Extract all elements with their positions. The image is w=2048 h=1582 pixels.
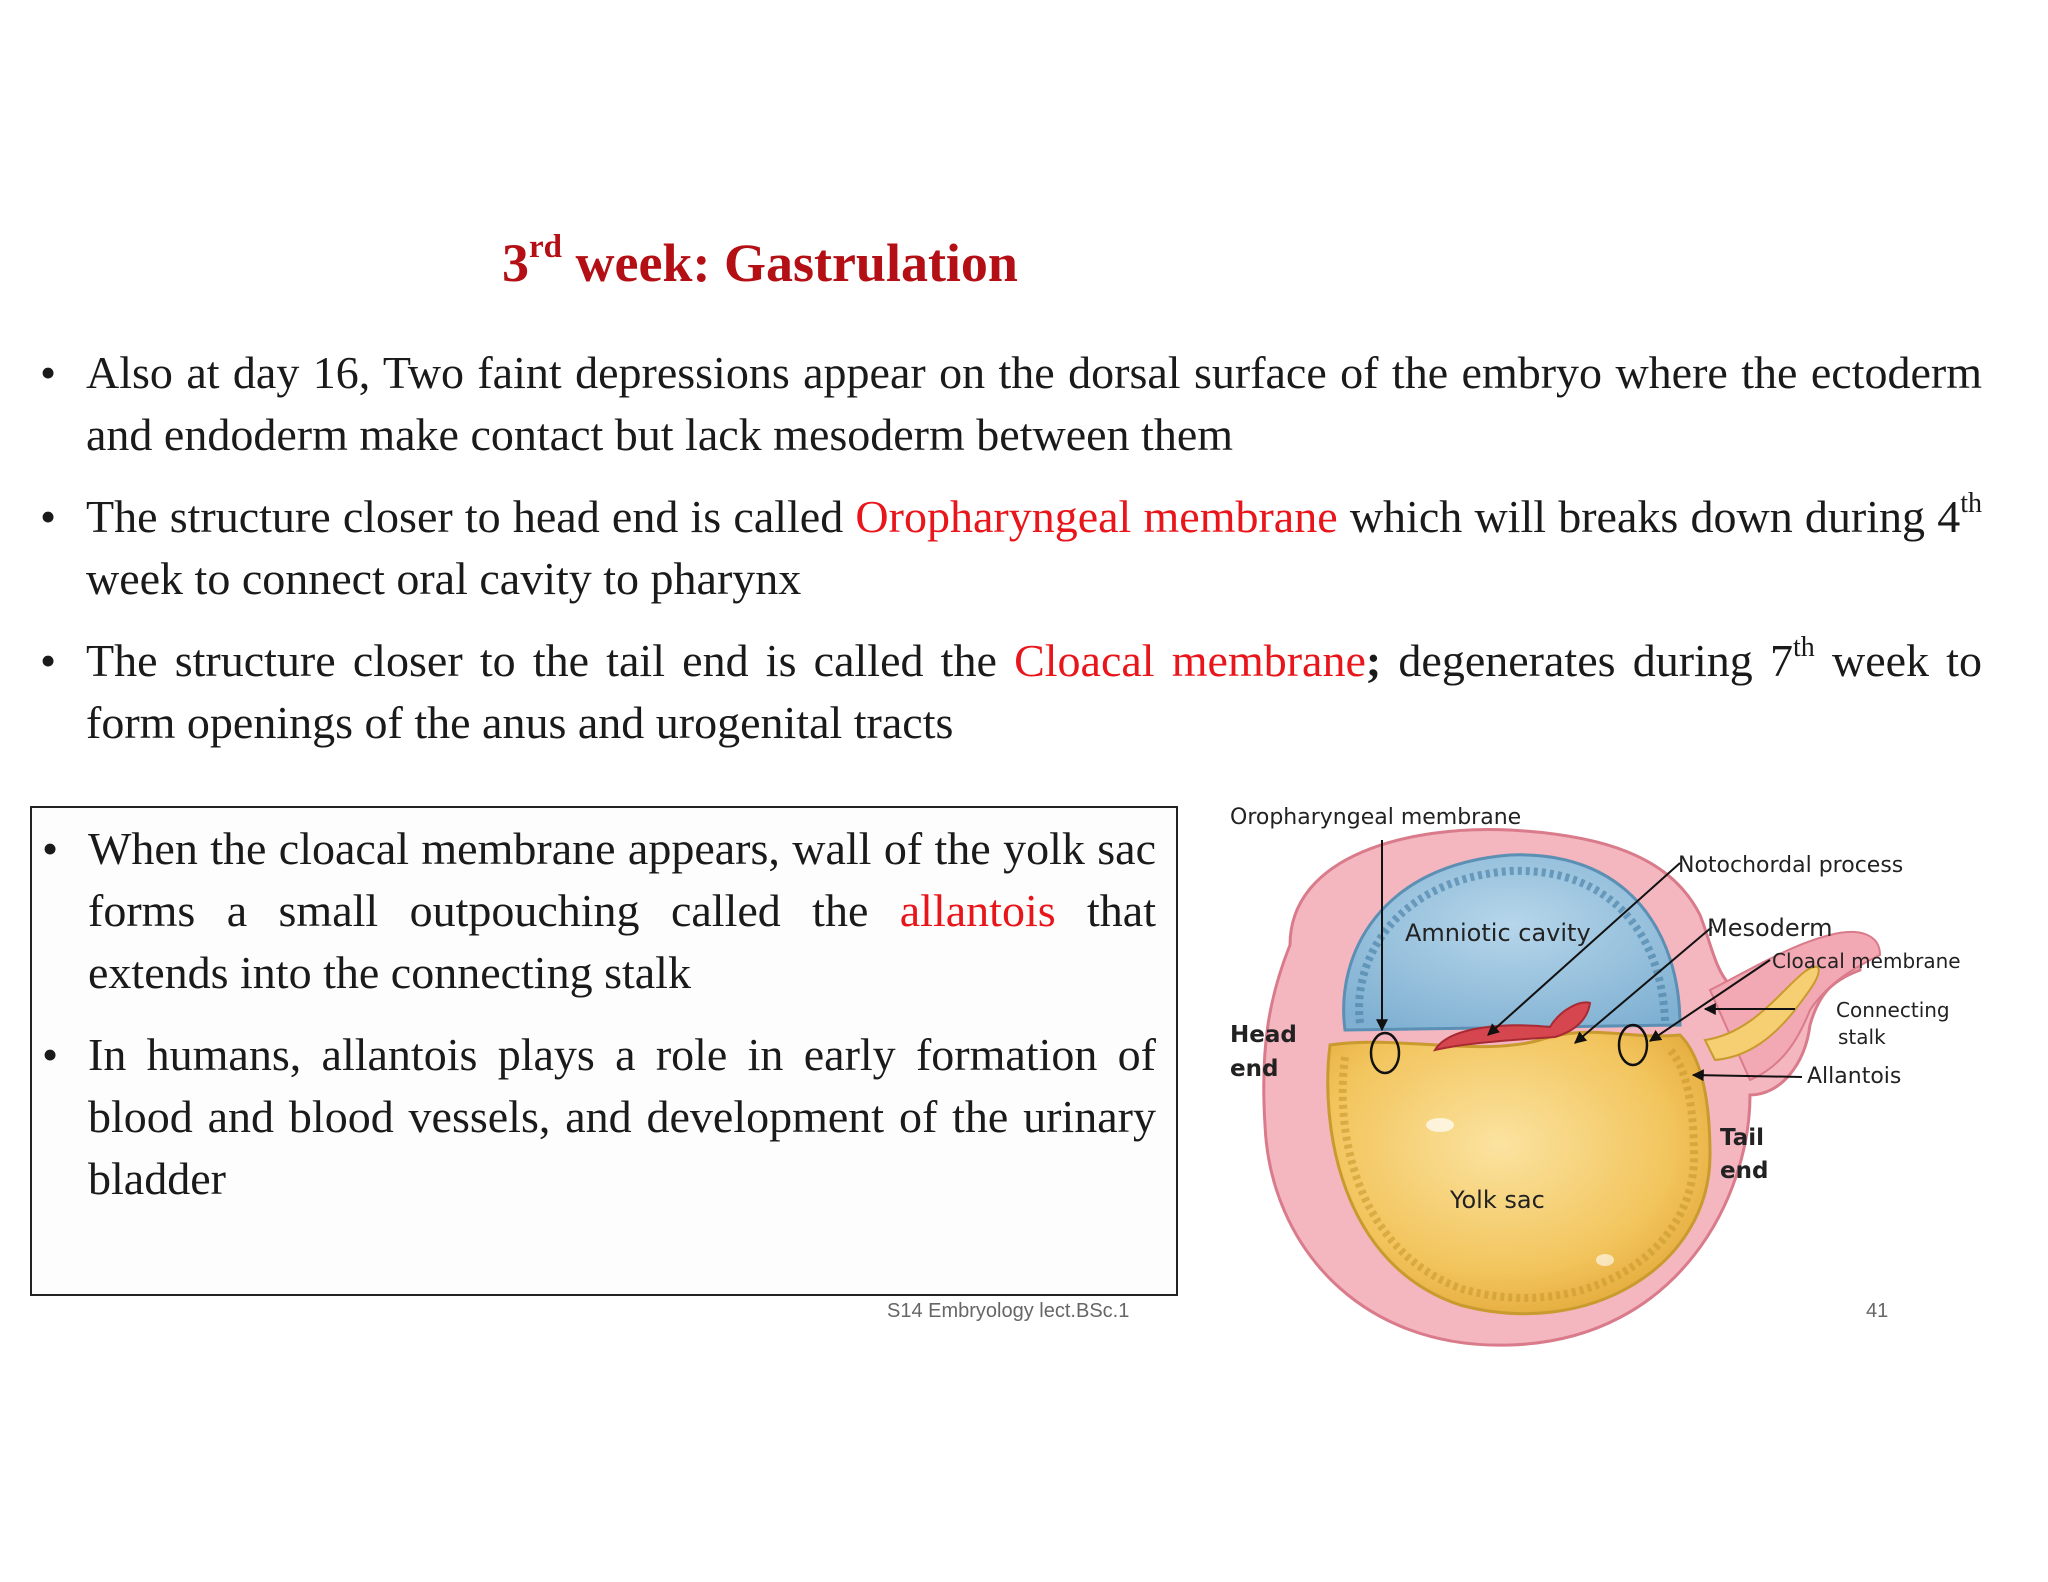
label-tail-end-1: Tail	[1720, 1125, 1765, 1151]
bullet-list	[40, 342, 1982, 774]
box-bullet-item: • When the cloacal membrane appears, wall of the yolk sac forms a small outpouching called the allantois that extends into the connecting stalk	[42, 823, 1156, 998]
bullet-item: • The structure closer to head end is called Oropharyngeal membrane which will breaks down during 4th week to connect oral cavity to pharynx	[40, 488, 1982, 604]
term-allantois: allantois	[899, 885, 1056, 936]
label-connecting-stalk-2: stalk	[1838, 1025, 1886, 1049]
bullet-item: • Also at day 16, Two faint depressions appear on the dorsal surface of the embryo where the ectoderm and endoderm make contact but lack mesoderm between them	[40, 347, 1982, 460]
label-head-end-2: end	[1230, 1056, 1279, 1082]
term-cloacal: Cloacal membrane	[1014, 635, 1366, 686]
page-number: 41	[1866, 1300, 1889, 1322]
label-notochordal-process: Notochordal process	[1678, 853, 1904, 878]
box-bullet-item: • In humans, allantois plays a role in early formation of blood and blood vessels, and development of the urinary bladder	[42, 1029, 1156, 1204]
label-mesoderm: Mesoderm	[1707, 914, 1833, 942]
label-tail-end-2: end	[1720, 1158, 1769, 1184]
label-yolk-sac: Yolk sac	[1450, 1186, 1545, 1214]
slide-title: 3rd week: Gastrulation	[502, 229, 1018, 293]
allantois-text-box	[30, 806, 1178, 1296]
footer-course: S14 Embryology lect.BSc.1	[887, 1300, 1130, 1322]
label-connecting-stalk-1: Connecting	[1836, 998, 1950, 1022]
label-cloacal-membrane: Cloacal membrane	[1772, 949, 1961, 973]
embryo-diagram	[1210, 795, 1990, 1375]
label-allantois: Allantois	[1807, 1064, 1902, 1089]
label-head-end-1: Head	[1230, 1022, 1297, 1048]
label-oropharyngeal-membrane: Oropharyngeal membrane	[1230, 805, 1522, 830]
bullet-item: • The structure closer to the tail end is called the Cloacal membrane; degenerates during 7th week to form openings of the anus and urogenital tracts	[40, 632, 1983, 748]
label-amniotic-cavity: Amniotic cavity	[1405, 919, 1591, 947]
term-oropharyngeal: Oropharyngeal membrane	[855, 491, 1338, 542]
